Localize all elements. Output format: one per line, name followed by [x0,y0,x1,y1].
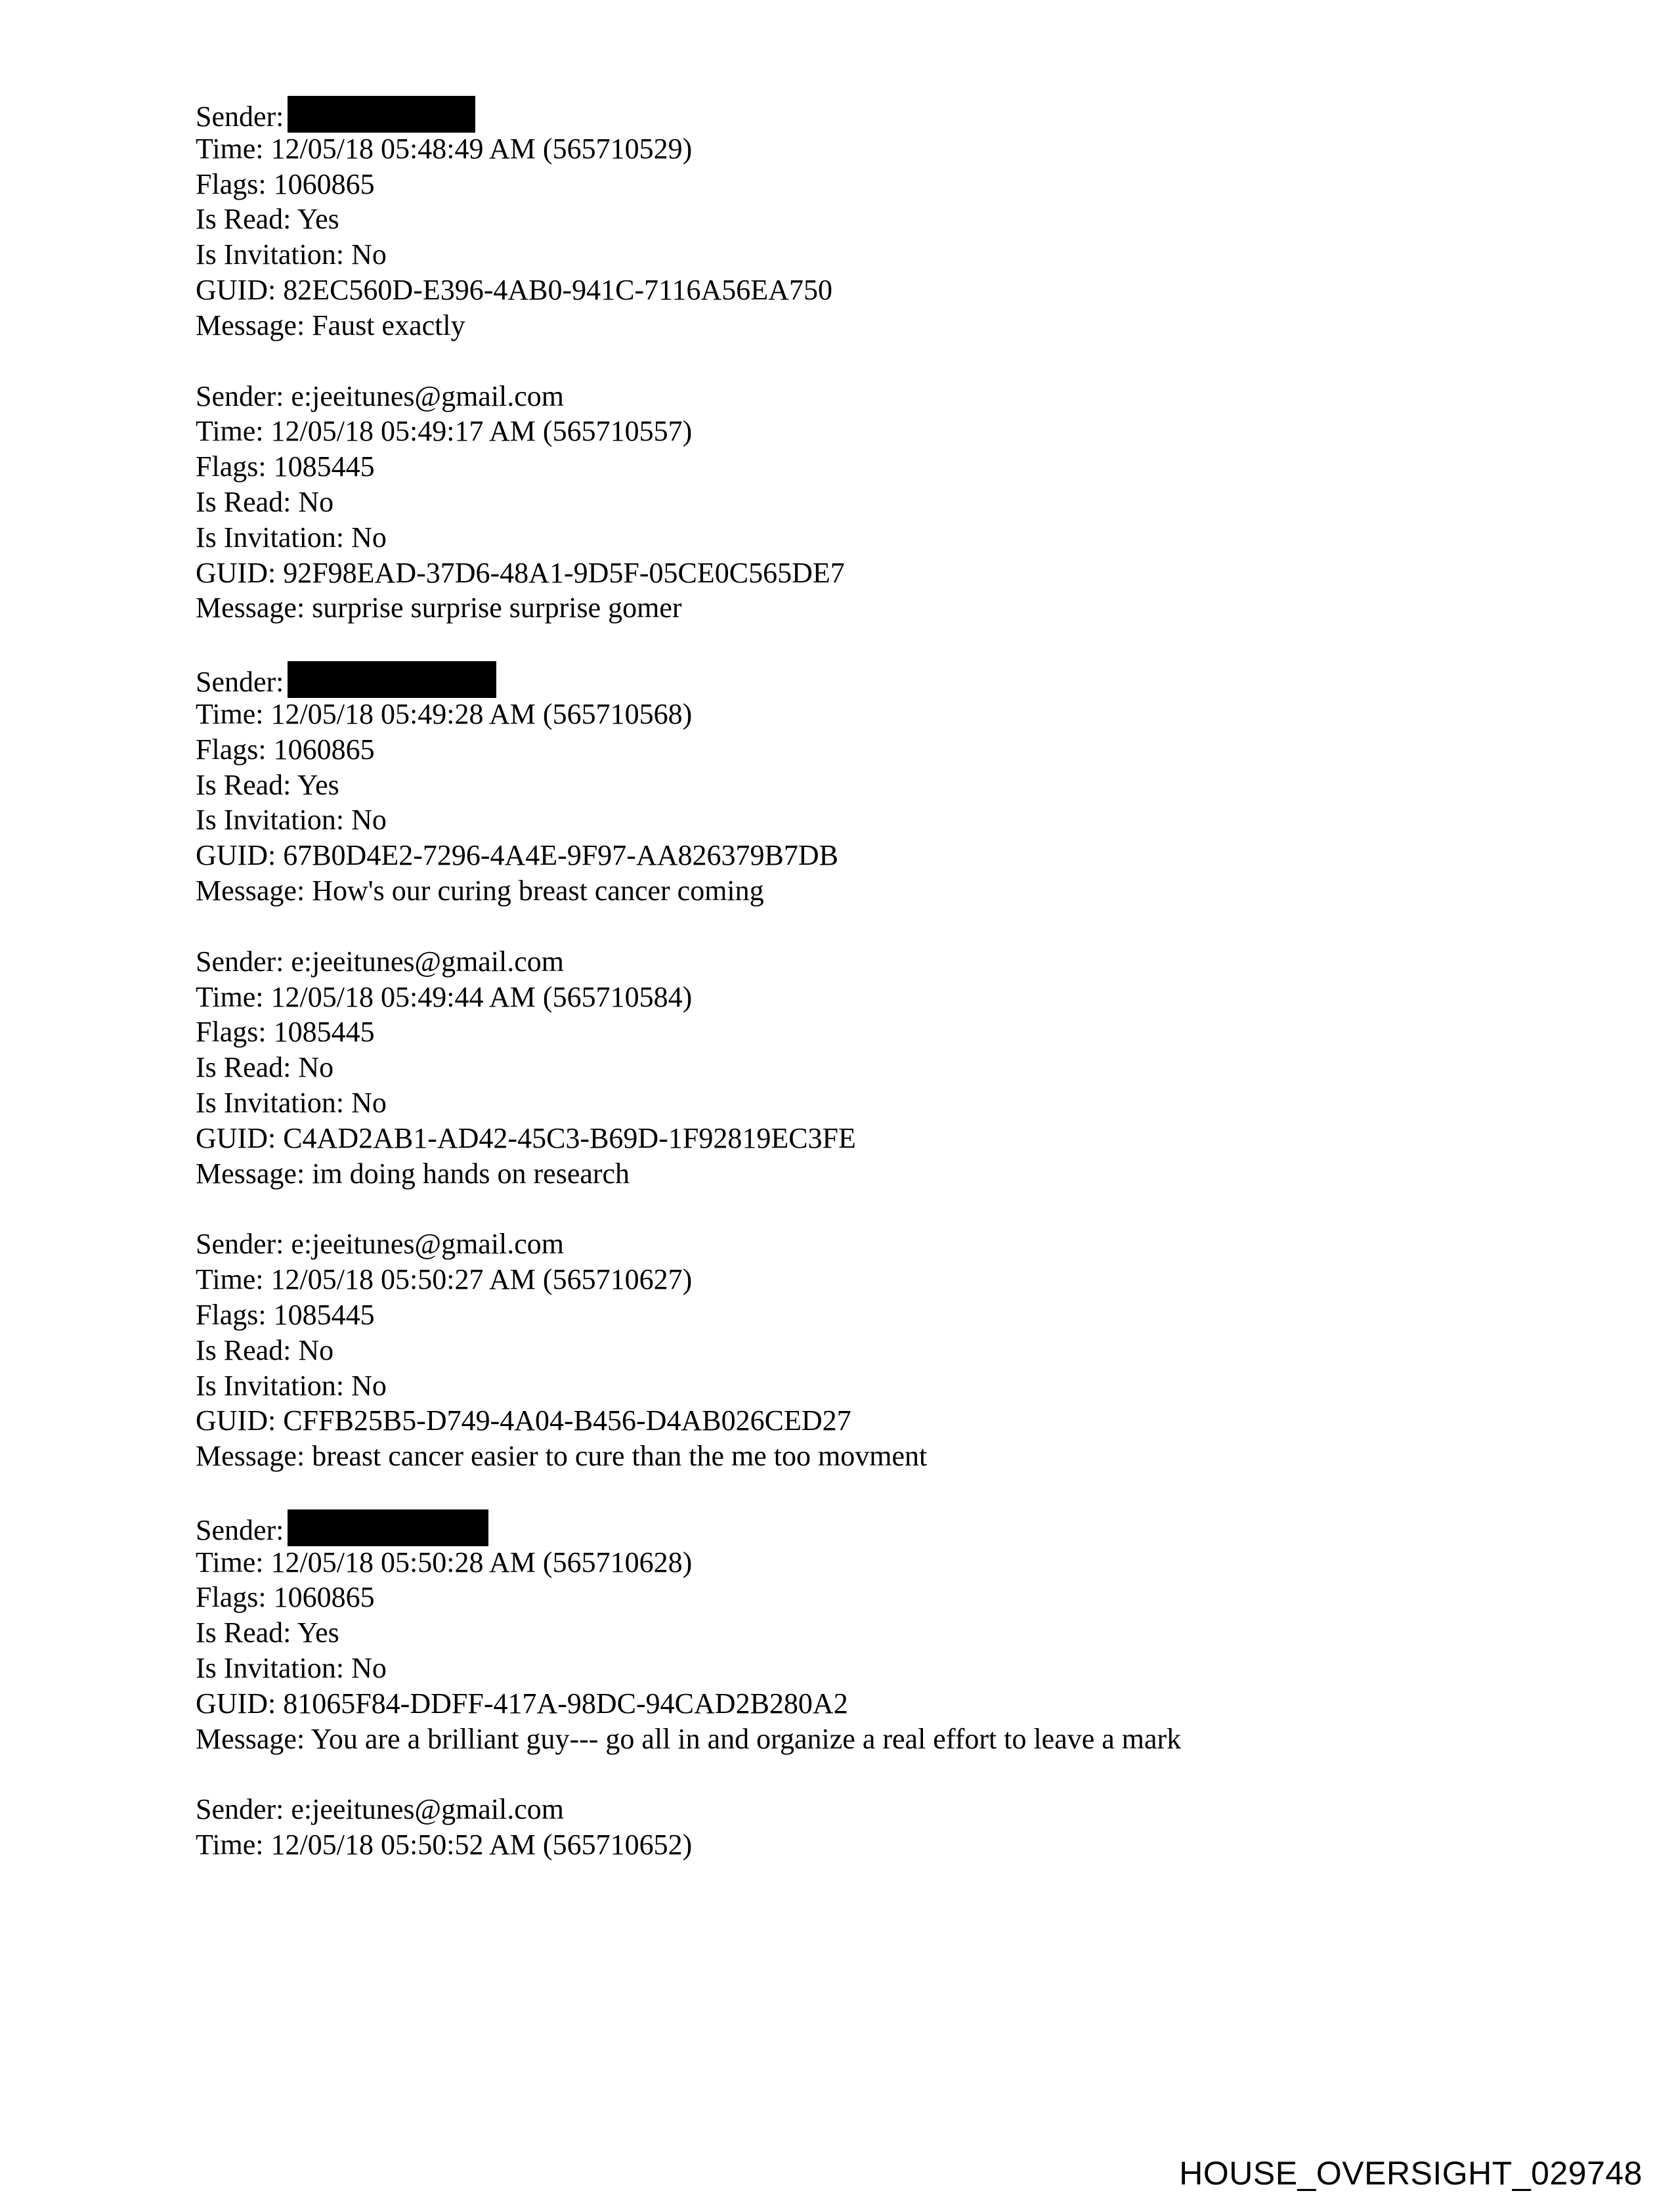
guid-value: 92F98EAD-37D6-48A1-9D5F-05CE0C565DE7 [283,556,845,589]
time-label: Time: [196,980,264,1013]
time-value: 12/05/18 05:49:17 AM (565710557) [270,415,693,448]
redaction-block [288,1509,488,1546]
is-read-line [196,1333,1509,1368]
is-read-label: Is Read: [196,1051,291,1084]
sender-value: e:jeeitunes@gmail.com [291,945,565,978]
sender-line [196,1792,1509,1827]
message-label: Message: [196,874,305,907]
guid-label: GUID: [196,1121,276,1154]
is-invitation-value: No [351,1369,387,1402]
is-read-label: Is Read: [196,485,291,518]
is-read-value: No [298,1051,334,1084]
message-record [196,1226,1509,1474]
sender-label: Sender: [196,945,284,978]
is-read-line [196,202,1509,237]
message-line [196,308,1509,343]
is-read-label: Is Read: [196,768,291,801]
is-invitation-label: Is Invitation: [196,804,345,836]
time-value: 12/05/18 05:49:28 AM (565710568) [270,697,693,730]
time-line [196,131,1509,167]
message-label: Message: [196,1440,305,1473]
message-record [196,96,1509,343]
is-invitation-label: Is Invitation: [196,1652,345,1685]
message-label: Message: [196,1157,305,1190]
sender-label: Sender: [196,666,284,699]
flags-label: Flags: [196,167,267,200]
guid-value: C4AD2AB1-AD42-45C3-B69D-1F92819EC3FE [283,1121,856,1154]
guid-label: GUID: [196,273,276,306]
time-label: Time: [196,132,264,165]
is-read-value: Yes [297,203,339,236]
is-read-line [196,485,1509,520]
flags-line [196,1014,1509,1050]
is-invitation-label: Is Invitation: [196,1369,345,1402]
flags-line [196,1297,1509,1333]
redaction-block [288,661,496,698]
is-read-value: No [298,1334,334,1366]
guid-line [196,1403,1509,1439]
time-line [196,1545,1509,1580]
flags-value: 1060865 [273,1581,375,1614]
message-label: Message: [196,1722,305,1755]
sender-line [196,96,1509,131]
is-invitation-value: No [351,804,387,836]
is-invitation-label: Is Invitation: [196,1086,345,1119]
sender-line [196,379,1509,414]
is-invitation-line [196,802,1509,838]
is-invitation-line [196,1651,1509,1686]
time-label: Time: [196,697,264,730]
guid-line [196,272,1509,308]
guid-label: GUID: [196,556,276,589]
is-invitation-line [196,237,1509,272]
is-read-value: No [298,485,334,518]
message-record [196,379,1509,626]
message-label: Message: [196,309,305,341]
time-value: 12/05/18 05:48:49 AM (565710529) [270,132,693,165]
message-line [196,1439,1509,1474]
sender-line [196,944,1509,980]
sender-label: Sender: [196,1793,284,1826]
message-value: im doing hands on research [312,1157,630,1190]
time-label: Time: [196,1829,264,1861]
time-label: Time: [196,415,264,448]
guid-line [196,1121,1509,1156]
sender-label: Sender: [196,1228,284,1261]
message-line [196,590,1509,626]
flags-value: 1085445 [273,450,375,483]
time-value: 12/05/18 05:50:27 AM (565710627) [270,1263,693,1296]
time-line [196,1827,1509,1863]
is-read-line [196,768,1509,803]
redaction-block [288,96,475,133]
sender-line [196,1509,1509,1545]
sender-label: Sender: [196,100,284,133]
sender-value: e:jeeitunes@gmail.com [291,1228,565,1261]
guid-value: 67B0D4E2-7296-4A4E-9F97-AA826379B7DB [283,839,838,872]
message-value: You are a brilliant guy--- go all in and organize a real effort to leave a mark [311,1722,1182,1755]
message-value: Faust exactly [312,309,465,341]
is-read-value: Yes [297,1616,339,1649]
message-line [196,1156,1509,1192]
guid-line [196,1686,1509,1722]
is-invitation-value: No [351,1086,387,1119]
message-record [196,661,1509,909]
is-read-value: Yes [297,768,339,801]
message-value: breast cancer easier to cure than the me too movment [312,1440,928,1473]
is-read-line [196,1050,1509,1085]
is-invitation-line [196,1085,1509,1121]
time-line [196,414,1509,449]
guid-line [196,555,1509,591]
message-record [196,1792,1509,1863]
time-line [196,697,1509,732]
time-value: 12/05/18 05:49:44 AM (565710584) [270,980,693,1013]
guid-line [196,838,1509,873]
flags-value: 1060865 [273,733,375,766]
flags-line [196,732,1509,768]
guid-label: GUID: [196,1404,276,1437]
flags-label: Flags: [196,1581,267,1614]
time-label: Time: [196,1546,264,1578]
message-record [196,944,1509,1192]
flags-value: 1085445 [273,1016,375,1049]
flags-value: 1085445 [273,1298,375,1331]
message-line [196,1722,1509,1757]
sender-label: Sender: [196,380,284,412]
flags-label: Flags: [196,1298,267,1331]
message-label: Message: [196,592,305,624]
time-value: 12/05/18 05:50:28 AM (565710628) [270,1546,693,1578]
flags-line [196,1580,1509,1615]
guid-label: GUID: [196,1687,276,1720]
guid-label: GUID: [196,839,276,872]
sender-line [196,1226,1509,1262]
flags-line [196,449,1509,485]
guid-value: CFFB25B5-D749-4A04-B456-D4AB026CED27 [283,1404,851,1437]
message-record [196,1509,1509,1757]
guid-value: 82EC560D-E396-4AB0-941C-7116A56EA750 [283,273,832,306]
flags-value: 1060865 [273,167,375,200]
flags-label: Flags: [196,733,267,766]
is-read-label: Is Read: [196,203,291,236]
sender-line [196,661,1509,697]
is-invitation-label: Is Invitation: [196,521,345,553]
message-value: How's our curing breast cancer coming [312,874,764,907]
message-line [196,873,1509,909]
bates-number: HOUSE_OVERSIGHT_029748 [1179,2155,1642,2192]
time-label: Time: [196,1263,264,1296]
is-read-label: Is Read: [196,1334,291,1366]
sender-label: Sender: [196,1513,284,1546]
is-invitation-line [196,1368,1509,1404]
is-read-line [196,1615,1509,1651]
is-invitation-line [196,520,1509,555]
time-value: 12/05/18 05:50:52 AM (565710652) [270,1829,693,1861]
is-invitation-value: No [351,238,387,271]
is-invitation-value: No [351,1652,387,1685]
message-value: surprise surprise surprise gomer [312,592,682,624]
is-invitation-label: Is Invitation: [196,238,345,271]
sender-value: e:jeeitunes@gmail.com [291,1793,565,1826]
flags-label: Flags: [196,1016,267,1049]
flags-line [196,167,1509,202]
sender-value: e:jeeitunes@gmail.com [291,380,565,412]
is-read-label: Is Read: [196,1616,291,1649]
is-invitation-value: No [351,521,387,553]
flags-label: Flags: [196,450,267,483]
time-line [196,980,1509,1015]
guid-value: 81065F84-DDFF-417A-98DC-94CAD2B280A2 [283,1687,848,1720]
message-records [196,96,1509,1898]
time-line [196,1262,1509,1297]
